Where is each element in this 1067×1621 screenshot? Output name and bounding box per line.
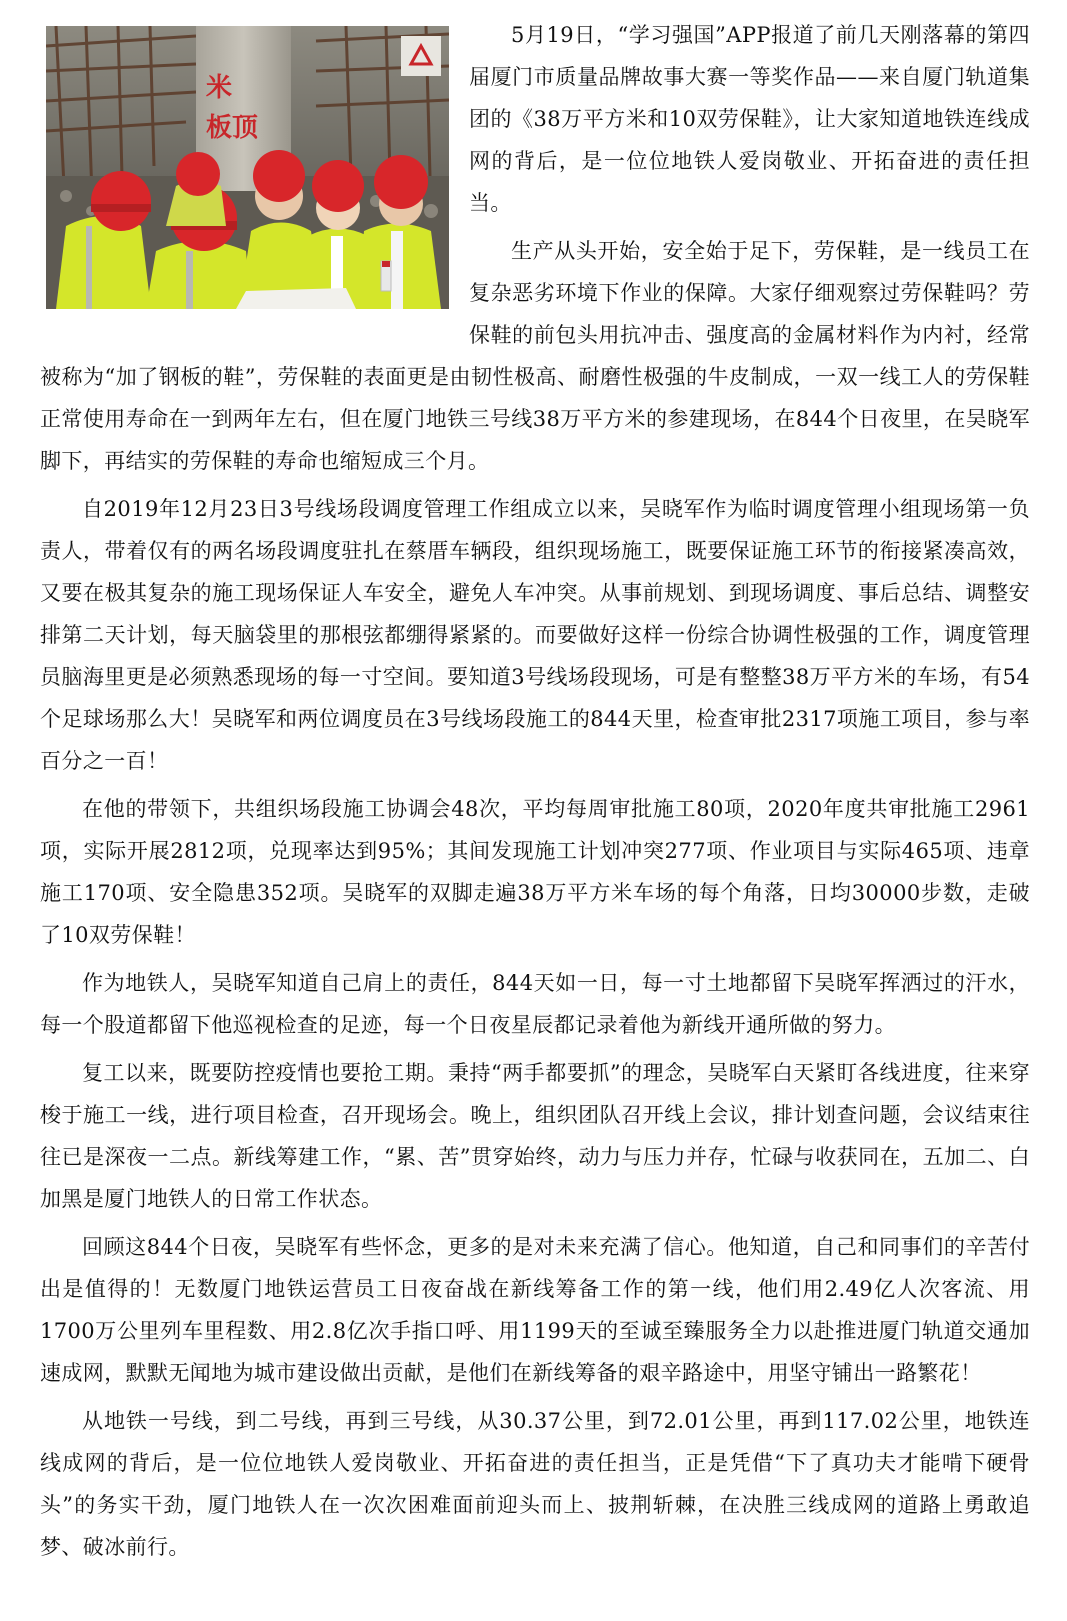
paragraph-4: 在他的带领下，共组织场段施工协调会48次，平均每周审批施工80项，2020年度共审批施工2961项，实际开展2812项，兑现率达到95%；其间发现施工计划冲突277项、作业项目与实际465项、违章施工170项、安全隐患352项。吴晓军的双脚走遍38万平方米车场的每个角落，日均30000步数，走破了10双劳保鞋！ [40,797,1030,947]
svg-text:板顶: 板顶 [206,113,259,142]
paragraph-6: 复工以来，既要防控疫情也要抢工期。秉持“两手都要抓”的理念，吴晓军白天紧盯各线进度，往来穿梭于施工一线，进行项目检查，召开现场会。晚上，组织团队召开线上会议，排计划查问题，会议结束往往已是深夜一二点。新线筹建工作，“累、苦”贯穿始终，动力与压力并存，忙碌与收获同在，五加二、白加黑是厦门地铁人的日常工作状态。 [40,1061,1030,1211]
paragraph-5: 作为地铁人，吴晓军知道自己肩上的责任，844天如一日，每一寸土地都留下吴晓军挥洒过的汗水，每一个股道都留下他巡视检查的足迹，每一个日夜星辰都记录着他为新线开通所做的努力。 [40,971,1030,1037]
paragraph-8: 从地铁一号线，到二号线，再到三号线，从30.37公里，到72.01公里，再到117.02公里，地铁连线成网的背后，是一位位地铁人爱岗敬业、开拓奋进的责任担当，正是凭借“下了真功夫才能啃下硬骨头”的务实干劲，厦门地铁人在一次次困难面前迎头而上、披荆斩棘，在决胜三线成网的道路上勇敢追梦、破冰前行。 [40,1409,1030,1559]
worksite-photo [46,26,449,309]
paragraph-3: 自2019年12月23日3号线场段调度管理工作组成立以来，吴晓军作为临时调度管理小组现场第一负责人，带着仅有的两名场段调度驻扎在蔡厝车辆段，组织现场施工，既要保证施工环节的衔接紧凑高效，又要在极其复杂的施工现场保证人车安全，避免人车冲突。从事前规划、到现场调度、事后总结、调整安排第二天计划，每天脑袋里的那根弦都绷得紧紧的。而要做好这样一份综合协调性极强的工作，调度管理员脑海里更是必须熟悉现场的每一寸空间。要知道3号线场段现场，可是有整整38万平方米的车场，有54个足球场那么大！吴晓军和两位调度员在3号线场段施工的844天里，检查审批2317项施工项目，参与率百分之一百！ [40,497,1030,773]
svg-text:米: 米 [206,73,233,102]
paragraph-2: 生产从头开始，安全始于足下，劳保鞋，是一线员工在复杂恶劣环境下作业的保障。大家仔细观察过劳保鞋吗？劳保鞋的前包头用抗冲击、强度高的金属材料作为内衬，经常被称为“加了钢板的鞋”，劳保鞋的表面更是由韧性极高、耐磨性极强的牛皮制成，一双一线工人的劳保鞋正常使用寿命在一到两年左右，但在厦门地铁三号线38万平方米的参建现场，在844个日夜里，在吴晓军脚下，再结实的劳保鞋的寿命也缩短成三个月。 [40,239,1030,473]
paragraph-7: 回顾这844个日夜，吴晓军有些怀念，更多的是对未来充满了信心。他知道，自己和同事们的辛苦付出是值得的！无数厦门地铁运营员工日夜奋战在新线筹备工作的第一线，他们用2.49亿人次客流、用1700万公里列车里程数、用2.8亿次手指口呼、用1199天的至诚至臻服务全力以赴推进厦门轨道交通加速成网，默默无闻地为城市建设做出贡献，是他们在新线筹备的艰辛路途中，用坚守铺出一路繁花！ [40,1235,1030,1385]
article [40,14,1030,1574]
paragraph-1: 5月19日，“学习强国”APP报道了前几天刚落幕的第四届厦门市质量品牌故事大赛一等奖作品——来自厦门轨道集团的《38万平方米和10双劳保鞋》，让大家知道地铁连线成网的背后，是一位位地铁人爱岗敬业、开拓奋进的责任担当。 [469,23,1030,215]
